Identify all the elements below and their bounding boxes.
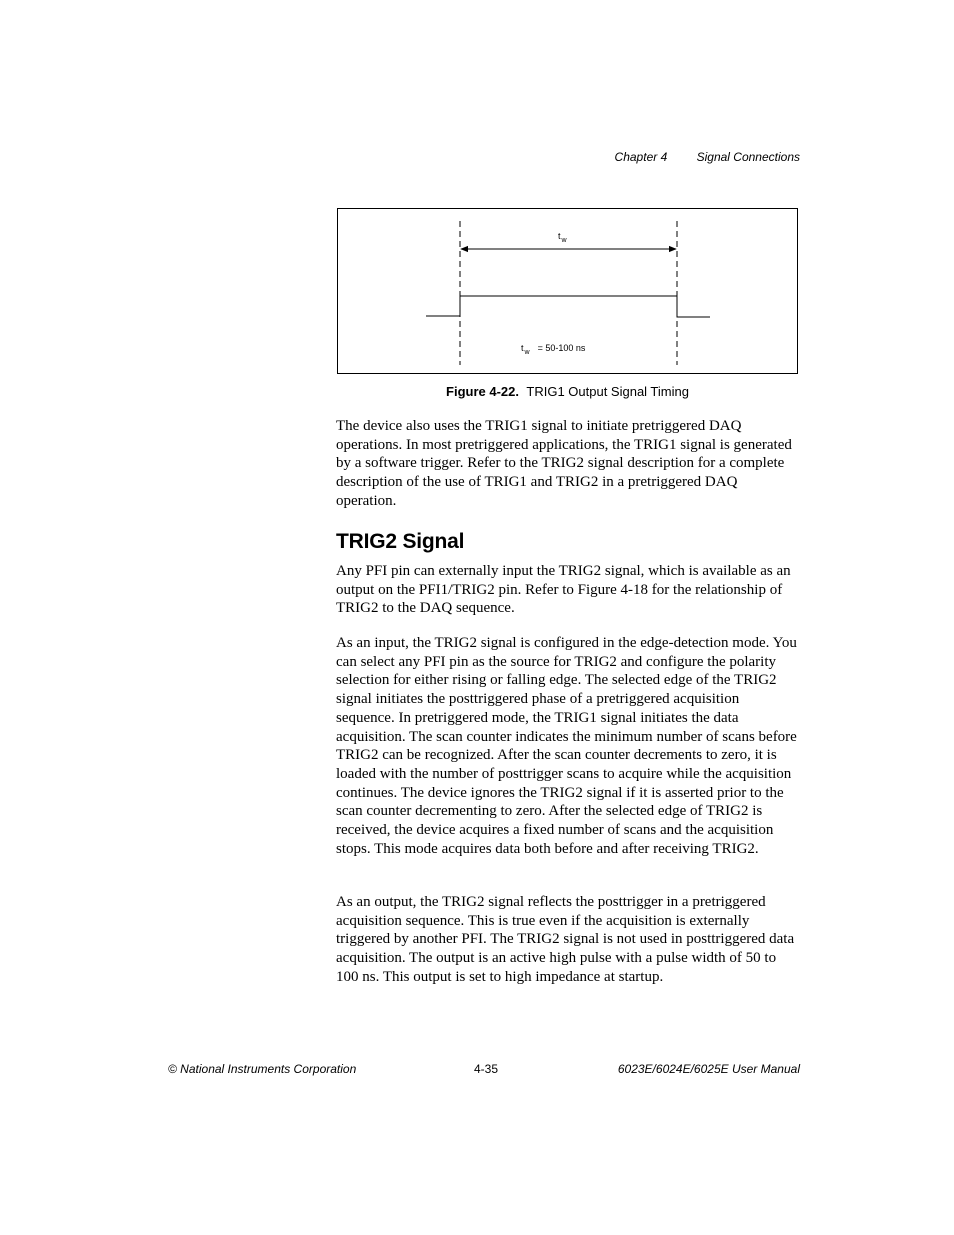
tw-note: $t_w = 50-100$ ns [521,343,586,356]
footer-page-number: 4-35 [474,1062,499,1076]
footer-manual-title: 6023E/6024E/6025E User Manual [617,1062,800,1076]
figure-title: TRIG1 Output Signal Timing [526,384,689,399]
timing-diagram-svg [338,209,799,375]
pulse-waveform [426,296,710,317]
footer-copyright: © National Instruments Corporation [168,1062,357,1076]
running-head-section: Signal Connections [696,150,800,164]
paragraph-trig2-output: As an output, the TRIG2 signal reflects the posttrigger in a pretriggered acquisition sequence. This is true even if the acquisition is externally triggered by another PFI. The TRIG2 signal is not used in posttriggered data acquisition. The output is an active high pulse with a pulse width of 50 to 100 ns. This output is set to high impedance at startup. [336,894,795,985]
section-heading: TRIG2 Signal [336,530,465,553]
paragraph-trig2-intro: Any PFI pin can externally input the TRIG2 signal, which is available as an output on the PFI1/TRIG2 pin. Refer to Figure 4-18 for the relationship of TRIG2 to the DAQ sequence. [336,563,791,617]
paragraph-trig1-pretrigger: The device also uses the TRIG1 signal to initiate pretriggered DAQ operations. In most pretriggered applications, the TRIG1 signal is generated by a software trigger. Refer to the TRIG2 signal description for a complete description of the use of TRIG1 and TRIG2 in a pretriggered DAQ operation. [336,418,792,509]
figure-caption [337,384,798,399]
paragraph-trig2-input: As an input, the TRIG2 signal is configured in the edge-detection mode. You can select any PFI pin as the source for TRIG2 and configure the polarity selection for either rising or falling edge. The selected edge of the TRIG2 signal initiates the posttriggered phase of a pretriggered acquisition sequence. In pretriggered mode, the TRIG1 signal initiates the data acquisition. The scan counter indicates the minimum number of scans before TRIG2 can be recognized. After the scan counter decrements to zero, it is loaded with the number of posttrigger scans to acquire while the acquisition continues. The device ignores the TRIG2 signal if it is asserted prior to the scan counter decrementing to zero. After the selected edge of TRIG2 is received, the device acquires a fixed number of scans and the acquisition stops. This mode acquires data both before and after receiving TRIG2. [336,635,797,857]
timing-diagram [337,208,798,374]
running-head [615,150,800,164]
running-head-chapter: Chapter 4 [614,150,668,164]
tw-label: $t_w$ [558,231,567,244]
figure-number: Figure 4-22. [446,384,519,399]
